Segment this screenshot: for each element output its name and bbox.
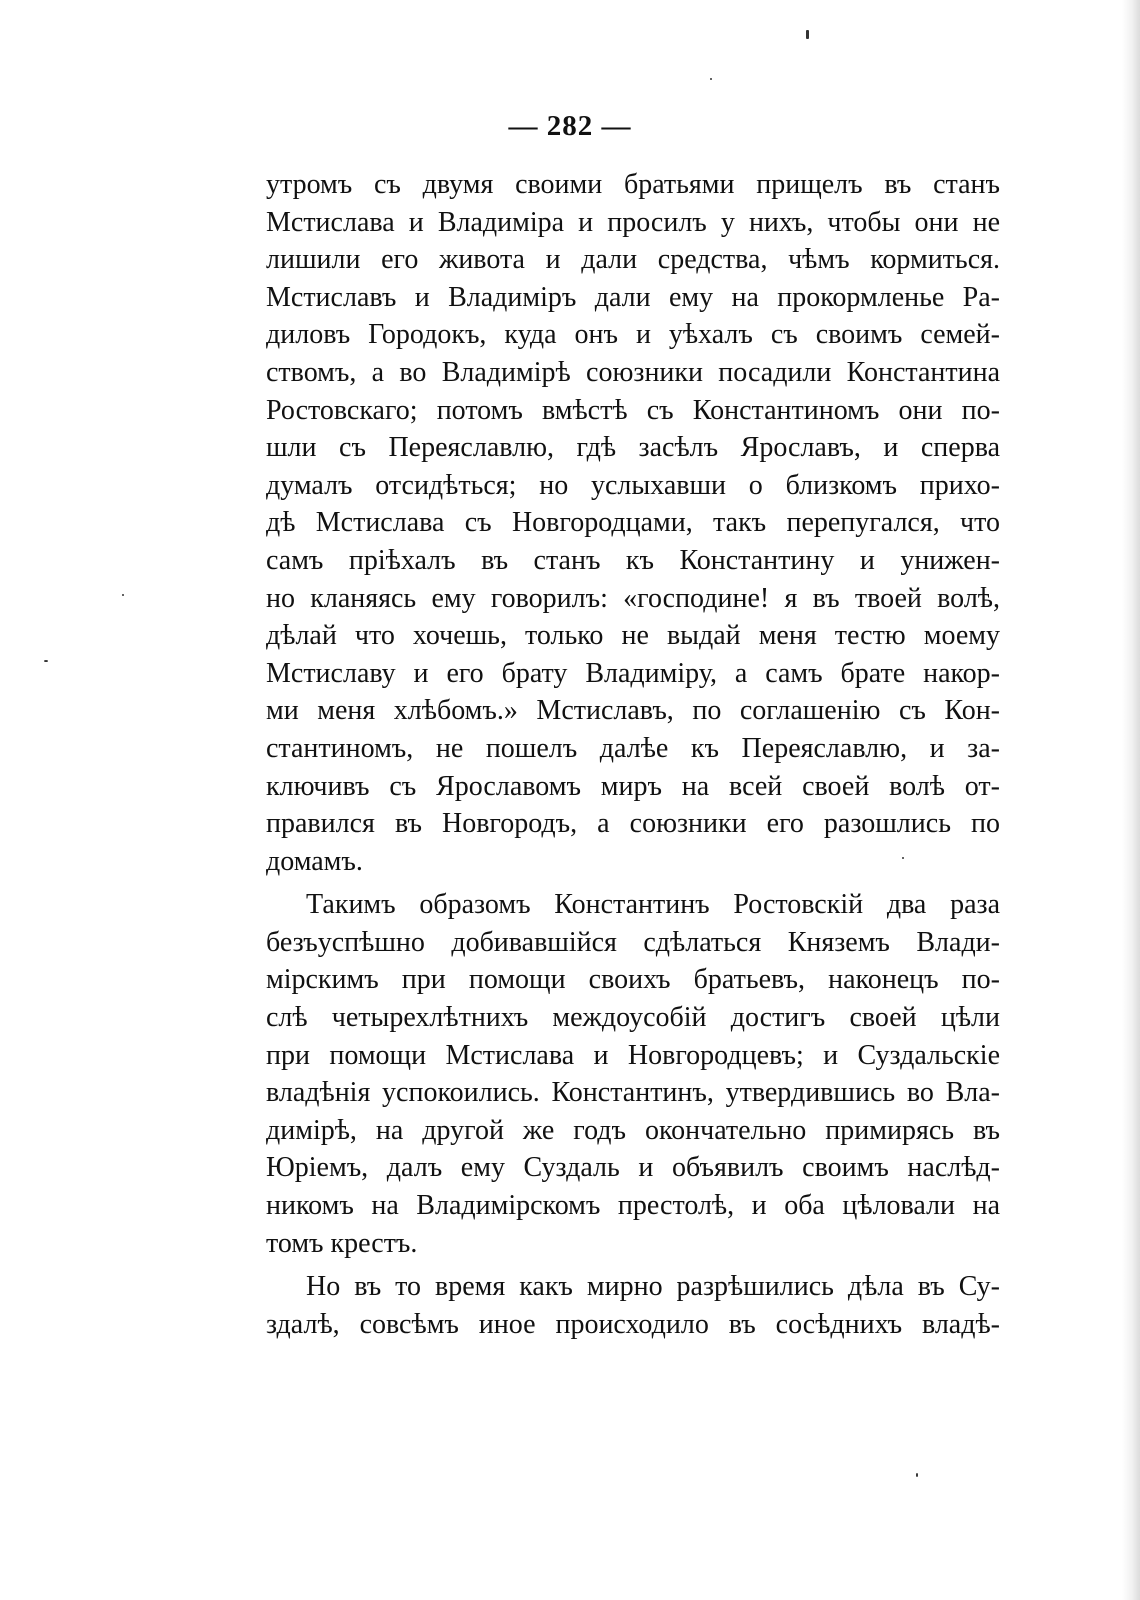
text-line: Мстислава и Владиміра и просилъ у нихъ, чтобы они не [266, 206, 1000, 238]
text-line: домамъ. [266, 845, 363, 877]
paragraph-2 [266, 886, 1000, 1262]
body-text [266, 166, 1000, 1343]
text-line: при помощи Мстислава и Новгородцевъ; и Суздальскіе [266, 1039, 1000, 1071]
scan-edge-shadow [1122, 0, 1140, 1600]
text-line: томъ крестъ. [266, 1227, 418, 1259]
text-line: Юріемъ, далъ ему Суздаль и объявилъ своимъ наслѣд- [266, 1152, 1000, 1184]
ink-speck [44, 660, 48, 662]
text-line: правился въ Новгородъ, а союзники его разошлись по [266, 808, 1000, 840]
text-line: никомъ на Владимірскомъ престолѣ, и оба цѣловали на [266, 1190, 1000, 1222]
text-line: ключивъ съ Ярославомъ миръ на всей своей волѣ от- [266, 770, 1000, 802]
text-line: дѣлай что хочешь, только не выдай меня тестю моему [266, 620, 1000, 652]
text-line: дѣ Мстислава съ Новгородцами, такъ перепугался, что [266, 507, 1000, 539]
ink-speck [710, 78, 712, 80]
text-line: владѣнія успокоились. Константинъ, утвердившись во Вла- [266, 1077, 1000, 1109]
ink-speck [916, 1473, 918, 1477]
text-line: Но въ то время какъ мирно разрѣшились дѣла въ Су- [306, 1271, 1000, 1303]
ink-speck [122, 594, 124, 596]
text-line: ми меня хлѣбомъ.» Мстиславъ, по соглашенію съ Кон- [266, 695, 1000, 727]
text-line: диловъ Городокъ, куда онъ и уѣхалъ съ своимъ семей- [266, 319, 1000, 351]
text-line: но кланяясь ему говорилъ: «господине! я въ твоей волѣ, [266, 582, 1000, 614]
ink-speck [806, 30, 809, 39]
text-line: ствомъ, а во Владимірѣ союзники посадили Константина [266, 356, 1000, 388]
text-line: шли съ Переяславлю, гдѣ засѣлъ Ярославъ, и сперва [266, 432, 1000, 464]
text-line: мірскимъ при помощи своихъ братьевъ, наконецъ по- [266, 964, 1000, 996]
text-line: Мстиславу и его брату Владиміру, а самъ брате накор- [266, 657, 1000, 689]
paragraph-1 [266, 166, 1000, 880]
paragraph-3 [266, 1268, 1000, 1343]
page-number: — 282 — [508, 110, 632, 142]
text-line: думалъ отсидѣться; но услыхавши о близкомъ прихо- [266, 469, 1000, 501]
text-line: Мстиславъ и Владиміръ дали ему на прокормленье Ра- [266, 281, 1000, 313]
text-line: Такимъ образомъ Константинъ Ростовскій два раза [306, 889, 1000, 921]
text-line: здалѣ, совсѣмъ иное происходило въ сосѣднихъ владѣ- [266, 1308, 1000, 1340]
text-line: утромъ съ двумя своими братьями прищелъ въ станъ [266, 169, 1000, 200]
text-line: самъ пріѣхалъ въ станъ къ Константину и унижен- [266, 544, 1000, 576]
text-line: стантиномъ, не пошелъ далѣе къ Переяславлю, и за- [266, 732, 1000, 764]
text-line: лишили его живота и дали средства, чѣмъ кормиться. [266, 244, 1000, 276]
text-line: безъуспѣшно добивавшійся сдѣлаться Княземъ Влади- [266, 926, 1000, 958]
text-line: димірѣ, на другой же годъ окончательно примирясь въ [266, 1114, 1000, 1146]
text-line: Ростовскаго; потомъ вмѣстѣ съ Константиномъ они по- [266, 394, 1000, 426]
text-line: слѣ четырехлѣтнихъ междоусобій достигъ своей цѣли [266, 1002, 1000, 1034]
